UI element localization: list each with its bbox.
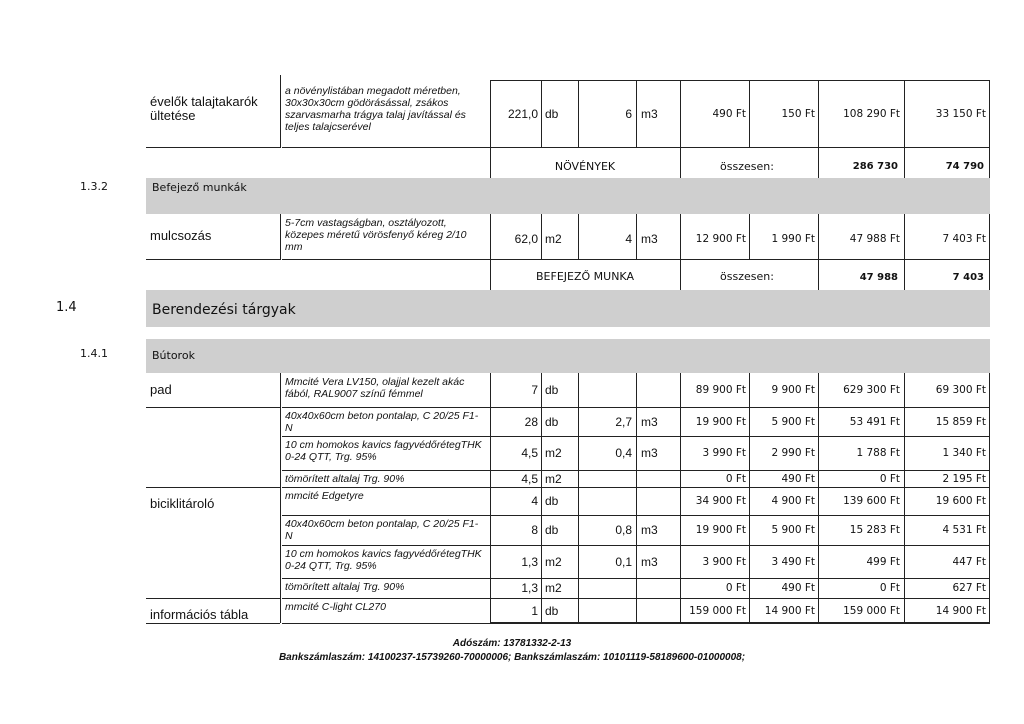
qty: 4,5 xyxy=(521,446,538,460)
rule xyxy=(749,80,750,148)
qty2: 0,8 xyxy=(615,523,632,537)
subtotal-label: BEFEJEZŐ MUNKA xyxy=(536,270,634,283)
row-rule xyxy=(282,515,990,516)
rule xyxy=(680,373,681,623)
unit: db xyxy=(545,383,559,397)
qty2: 0,4 xyxy=(615,446,632,460)
rule xyxy=(282,147,490,148)
subtotal-sum-label: összesen: xyxy=(720,160,774,173)
price-material: 0 Ft xyxy=(725,472,746,485)
unit: m2 xyxy=(545,471,562,486)
subtotal-material: 286 730 xyxy=(852,161,898,172)
unit2: m3 xyxy=(641,414,658,429)
row-rule xyxy=(146,623,280,624)
unit: db xyxy=(545,603,559,618)
unit: db xyxy=(545,414,559,429)
price-material: 34 900 Ft xyxy=(695,495,746,507)
total-labor: 33 150 Ft xyxy=(935,108,986,120)
rule xyxy=(280,75,281,148)
row-rule xyxy=(282,470,990,471)
section-title: Befejező munkák xyxy=(152,181,247,194)
total-labor: 14 900 Ft xyxy=(935,604,986,617)
rule xyxy=(541,214,542,260)
total-labor: 1 340 Ft xyxy=(942,447,986,459)
item-name: mulcsozás xyxy=(150,228,212,243)
rule xyxy=(578,373,579,623)
rule xyxy=(680,148,681,182)
unit: m2 xyxy=(545,232,562,246)
unit: m2 xyxy=(545,446,562,460)
total-labor: 19 600 Ft xyxy=(935,495,986,507)
section-number: 1.4 xyxy=(56,300,77,315)
item-desc: 10 cm homokos kavics fagyvédőrétegTHK 0-24 QTT, Trg. 95% xyxy=(285,439,482,463)
section-number: 1.4.1 xyxy=(80,347,108,360)
rule xyxy=(280,214,281,260)
subtotal-labor: 7 403 xyxy=(952,272,984,283)
total-labor: 627 Ft xyxy=(952,582,986,594)
item-desc: 10 cm homokos kavics fagyvédőrétegTHK 0-24 QTT, Trg. 95% xyxy=(285,548,482,572)
rule xyxy=(541,80,542,148)
total-labor: 7 403 Ft xyxy=(942,233,986,245)
row-rule xyxy=(282,487,990,488)
rule xyxy=(541,373,542,623)
price-labor: 14 900 Ft xyxy=(764,604,815,617)
price-labor: 5 900 Ft xyxy=(771,415,815,428)
rule xyxy=(818,80,819,148)
rule xyxy=(578,214,579,260)
rule xyxy=(818,214,819,260)
item-desc: 40x40x60cm beton pontalap, C 20/25 F1-N xyxy=(285,410,479,434)
tax-number: Adószám: 13781332-2-13 xyxy=(452,638,572,649)
price-labor: 9 900 Ft xyxy=(771,384,815,396)
price-material: 3 900 Ft xyxy=(702,555,746,568)
qty2: 4 xyxy=(625,232,632,246)
rule xyxy=(146,147,280,148)
qty2: 2,7 xyxy=(615,414,632,429)
rule xyxy=(904,373,905,623)
price-labor: 1 990 Ft xyxy=(771,233,815,245)
price-material: 159 000 Ft xyxy=(689,604,746,617)
total-labor: 447 Ft xyxy=(952,555,986,568)
price-labor: 490 Ft xyxy=(781,472,815,485)
qty: 221,0 xyxy=(507,107,538,121)
total-material: 1 788 Ft xyxy=(856,447,900,459)
total-labor: 4 531 Ft xyxy=(942,524,986,536)
price-material: 490 Ft xyxy=(712,108,746,120)
rule xyxy=(146,259,280,260)
price-labor: 490 Ft xyxy=(781,582,815,594)
price-material: 89 900 Ft xyxy=(695,384,746,396)
qty: 28 xyxy=(524,414,538,429)
qty2: 0,1 xyxy=(615,554,632,569)
rule xyxy=(636,80,637,148)
price-material: 3 990 Ft xyxy=(702,447,746,459)
price-labor: 5 900 Ft xyxy=(771,524,815,536)
rule xyxy=(680,214,681,260)
item-desc: mmcité C-light CL270 xyxy=(285,601,386,613)
price-material: 19 900 Ft xyxy=(695,415,746,428)
row-rule xyxy=(146,598,280,599)
qty: 4 xyxy=(531,494,538,508)
rule xyxy=(280,373,281,623)
subtotal-label: NÖVÉNYEK xyxy=(554,160,616,173)
qty: 4,5 xyxy=(521,471,538,486)
rule xyxy=(578,80,579,148)
item-desc: a növénylistában megadott méretben, 30x30x30cm gödörásással, zsákos szarvasmarha trágya talaj javítással és teljes talajcserével xyxy=(285,85,466,133)
row-rule xyxy=(146,407,280,408)
total-material: 0 Ft xyxy=(879,582,900,594)
price-labor: 3 490 Ft xyxy=(771,555,815,568)
total-material: 159 000 Ft xyxy=(843,604,900,617)
price-labor: 2 990 Ft xyxy=(771,447,815,459)
total-material: 499 Ft xyxy=(866,555,900,568)
row-rule xyxy=(282,598,990,599)
total-material: 629 300 Ft xyxy=(843,384,900,396)
unit2: m3 xyxy=(641,554,658,569)
row-rule xyxy=(146,487,280,488)
unit2: m3 xyxy=(641,107,658,121)
item-name: pad xyxy=(150,382,172,397)
qty: 62,0 xyxy=(514,232,538,246)
unit: db xyxy=(545,523,559,537)
item-name: évelők talajtakarók ültetése xyxy=(150,94,258,123)
qty: 1 xyxy=(531,603,538,618)
total-material: 0 Ft xyxy=(879,472,900,485)
total-material: 53 491 Ft xyxy=(849,415,900,428)
rule xyxy=(904,80,905,148)
rule xyxy=(904,214,905,260)
rule xyxy=(680,80,681,148)
item-desc: mmcité Edgetyre xyxy=(285,490,364,502)
unit: db xyxy=(545,494,559,508)
rule xyxy=(636,373,637,623)
item-name: információs tábla xyxy=(150,607,249,622)
row-rule xyxy=(282,407,990,408)
qty: 8 xyxy=(531,523,538,537)
unit2: m3 xyxy=(641,232,658,246)
total-labor: 15 859 Ft xyxy=(935,415,986,428)
rule xyxy=(818,373,819,623)
subtotal-material: 47 988 xyxy=(859,272,898,283)
price-material: 12 900 Ft xyxy=(695,233,746,245)
section-title: Bútorok xyxy=(152,349,195,362)
total-labor: 69 300 Ft xyxy=(935,384,986,396)
total-labor: 2 195 Ft xyxy=(942,472,986,485)
rule xyxy=(818,148,819,182)
unit2: m3 xyxy=(641,446,658,460)
unit: db xyxy=(545,107,559,121)
bank-accounts: Bankszámlaszám: 14100237-15739260-70000006; Bankszámlaszám: 10101119-58189600-01000008; xyxy=(278,652,746,663)
rule xyxy=(749,373,750,623)
total-material: 15 283 Ft xyxy=(849,524,900,536)
unit2: m3 xyxy=(641,523,658,537)
row-rule xyxy=(282,578,990,579)
row-rule xyxy=(282,436,990,437)
price-labor: 4 900 Ft xyxy=(771,495,815,507)
item-desc: 40x40x60cm beton pontalap, C 20/25 F1-N xyxy=(285,518,479,542)
qty: 7 xyxy=(531,383,538,397)
row-rule xyxy=(282,545,990,546)
qty2: 6 xyxy=(625,107,632,121)
unit: m2 xyxy=(545,554,562,569)
price-material: 19 900 Ft xyxy=(695,524,746,536)
rule xyxy=(749,214,750,260)
row-rule xyxy=(282,623,990,624)
rule xyxy=(636,214,637,260)
unit: m2 xyxy=(545,581,562,595)
rule xyxy=(904,260,905,294)
rule xyxy=(904,148,905,182)
section-title: Berendezési tárgyak xyxy=(152,302,296,318)
total-material: 108 290 Ft xyxy=(843,108,900,120)
item-desc: tömörített altalaj Trg. 90% xyxy=(285,581,405,593)
item-name: biciklitároló xyxy=(150,496,215,511)
price-material: 0 Ft xyxy=(725,582,746,594)
price-labor: 150 Ft xyxy=(781,108,815,120)
section-number: 1.3.2 xyxy=(80,180,108,193)
total-material: 139 600 Ft xyxy=(843,495,900,507)
total-material: 47 988 Ft xyxy=(849,233,900,245)
item-desc: Mmcité Vera LV150, olajjal kezelt akác fából, RAL9007 színű fémmel xyxy=(285,376,465,400)
subtotal-sum-label: összesen: xyxy=(720,270,774,283)
subtotal-labor: 74 790 xyxy=(945,161,984,172)
item-desc: tömörített altalaj Trg. 90% xyxy=(285,473,405,485)
section-band xyxy=(146,178,990,214)
rule xyxy=(680,260,681,294)
qty: 1,3 xyxy=(521,581,538,595)
item-desc: 5-7cm vastagságban, osztályozott, közepes méretű vörösfenyő kéreg 2/10 mm xyxy=(285,217,467,253)
rule xyxy=(282,259,490,260)
rule xyxy=(818,260,819,294)
section-band xyxy=(146,339,990,373)
qty: 1,3 xyxy=(521,554,538,569)
